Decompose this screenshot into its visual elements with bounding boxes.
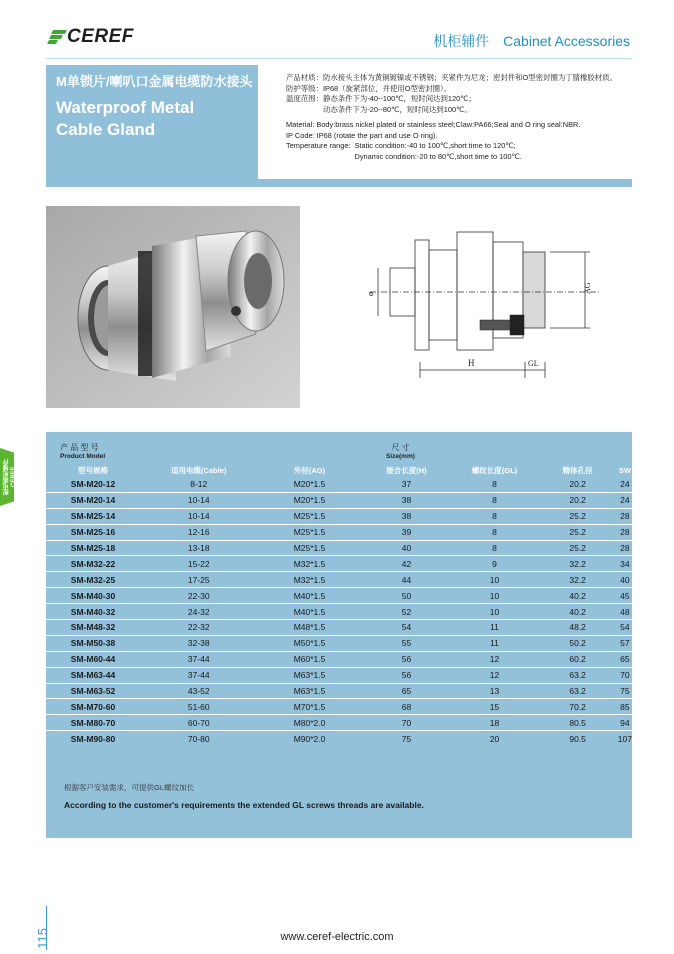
- table-cell: 8: [451, 524, 537, 540]
- table-cell: M70*1.5: [258, 699, 362, 715]
- note-zh: 根据客户安装需求，可提供GL螺纹加长: [64, 783, 195, 792]
- table-cell: 50: [362, 588, 452, 604]
- table-cell: 20.2: [538, 492, 618, 508]
- table-cell: 65: [362, 683, 452, 699]
- desc-text: [355, 141, 522, 162]
- product-title-en-line2: Cable Gland: [56, 120, 156, 139]
- table-cell: 18: [451, 715, 537, 731]
- model-cell: SM-M90-80: [46, 731, 140, 746]
- table-cell: 15: [451, 699, 537, 715]
- table-cell: 43-52: [140, 683, 258, 699]
- model-cell: SM-M63-52: [46, 683, 140, 699]
- section-title-zh: 机柜辅件: [433, 33, 490, 49]
- table-cell: 40.2: [538, 604, 618, 620]
- table-cell: 11: [451, 620, 537, 636]
- group-size: [386, 442, 415, 460]
- table-header-row: [46, 464, 632, 477]
- desc-text: [323, 94, 476, 115]
- table-cell: 75: [362, 731, 452, 746]
- table-cell: 28: [618, 524, 632, 540]
- table-cell: M25*1.5: [258, 508, 362, 524]
- page-number: 115: [35, 928, 50, 949]
- desc-label: 产品材质：: [286, 73, 323, 82]
- table-cell: 20: [451, 731, 537, 746]
- model-cell: SM-M32-22: [46, 556, 140, 572]
- table-cell: 13: [451, 683, 537, 699]
- desc-text: IP68（旋紧部位，并使用O型密封圈）。: [322, 83, 452, 93]
- model-cell: SM-M25-14: [46, 508, 140, 524]
- desc-ip-en: IP Code: IP68 (rotate the part and use O ring).: [286, 130, 438, 140]
- model-cell: SM-M25-18: [46, 540, 140, 556]
- model-cell: SM-M70-60: [46, 699, 140, 715]
- table-cell: 17-25: [140, 572, 258, 588]
- model-cell: SM-M60-44: [46, 651, 140, 667]
- table-cell: 39: [362, 524, 452, 540]
- table-row: [46, 635, 632, 651]
- desc-material-zh: [286, 73, 630, 84]
- col-header: 型号规格: [77, 466, 108, 475]
- table-cell: 25.2: [538, 508, 618, 524]
- table-cell: 10: [451, 572, 537, 588]
- table-cell: 42: [362, 556, 452, 572]
- side-category-text: 配电箱柜辅件 CEREF: [4, 459, 17, 495]
- table-cell: 11: [451, 635, 537, 651]
- table-cell: 90.5: [538, 731, 618, 746]
- spec-table: [46, 464, 632, 746]
- table-cell: 70: [618, 667, 632, 683]
- product-title-zh: M单锁片/喇叭口金属电缆防水接头: [56, 74, 253, 89]
- col-header: 适用电缆(Cable): [171, 466, 227, 475]
- website-url: www.ceref-electric.com: [280, 931, 394, 943]
- table-cell: M40*1.5: [258, 588, 362, 604]
- table-row: [46, 683, 632, 699]
- model-cell: SM-M80-70: [46, 715, 140, 731]
- desc-text: 防水接头主体为黄铜镀镍或不锈钢；夹紧件为尼龙；密封件和O型密封圈为丁腈橡胶材质。: [322, 73, 617, 82]
- table-cell: M20*1.5: [258, 492, 362, 508]
- table-cell: 12: [451, 667, 537, 683]
- col-header: SW: [618, 466, 631, 475]
- desc-temp-static: Static condition:-40 to 100℃,short time to 120℃;: [354, 141, 516, 150]
- group-label-en: Size(mm): [386, 453, 415, 460]
- table-cell: 15-22: [140, 556, 258, 572]
- table-cell: 80.5: [538, 715, 618, 731]
- table-cell: 32.2: [538, 572, 618, 588]
- description-bar: [258, 179, 632, 187]
- table-row: [46, 540, 632, 556]
- label-diameter: ø: [366, 292, 375, 296]
- table-row: [46, 477, 632, 492]
- label-h: H: [468, 358, 475, 368]
- group-label-en: Product Model: [60, 453, 106, 460]
- table-cell: 56: [362, 651, 452, 667]
- table-cell: 45: [618, 588, 632, 604]
- table-cell: 34: [618, 556, 632, 572]
- table-cell: 38: [362, 508, 452, 524]
- table-row: [46, 667, 632, 683]
- model-cell: SM-M20-12: [70, 479, 116, 490]
- model-cell: SM-M63-44: [46, 667, 140, 683]
- model-cell: SM-M50-38: [46, 635, 140, 651]
- col-header: 接合长度(H): [386, 466, 427, 475]
- technical-drawing: [360, 220, 610, 390]
- table-cell: 32.2: [538, 556, 618, 572]
- label-ag: AG: [583, 282, 592, 294]
- logo-mark-icon: [48, 30, 66, 44]
- table-cell: 40: [618, 572, 632, 588]
- table-cell: 44: [362, 572, 452, 588]
- table-cell: M63*1.5: [258, 667, 362, 683]
- table-cell: 9: [451, 556, 537, 572]
- table-cell: 8: [451, 508, 537, 524]
- table-cell: M63*1.5: [258, 683, 362, 699]
- label-gl: GL: [528, 359, 539, 368]
- model-cell: SM-M32-25: [46, 572, 140, 588]
- table-cell: 25.2: [538, 540, 618, 556]
- table-row: [46, 715, 632, 731]
- table-cell: M20*1.5: [293, 479, 326, 490]
- table-row: [46, 508, 632, 524]
- table-cell: 24: [620, 479, 630, 490]
- table-row: [46, 572, 632, 588]
- table-cell: 60.2: [538, 651, 618, 667]
- desc-label: 防护等级：: [286, 83, 323, 93]
- table-cell: 70-80: [140, 731, 258, 746]
- table-cell: 107: [618, 731, 632, 746]
- table-cell: 10: [451, 588, 537, 604]
- table-cell: M25*1.5: [258, 540, 362, 556]
- model-cell: SM-M20-14: [46, 492, 140, 508]
- table-cell: 37-44: [140, 667, 258, 683]
- model-cell: SM-M40-32: [46, 604, 140, 620]
- model-cell: SM-M48-32: [46, 620, 140, 636]
- group-label-zh: 产 品 型 号: [60, 443, 99, 452]
- table-cell: 56: [362, 667, 452, 683]
- table-cell: M32*1.5: [258, 556, 362, 572]
- table-cell: 65: [618, 651, 632, 667]
- table-row: [46, 731, 632, 746]
- table-cell: M48*1.5: [258, 620, 362, 636]
- table-cell: 20.2: [569, 479, 586, 490]
- table-cell: 28: [618, 540, 632, 556]
- description-box: [258, 65, 632, 179]
- brand-name: CEREF: [67, 26, 134, 47]
- table-cell: 22-30: [140, 588, 258, 604]
- table-cell: 32-38: [140, 635, 258, 651]
- desc-material-en: Material: Body:brass nickel plated or stainless steel;Claw:PA66;Seal and O ring seal:NBR.: [286, 120, 581, 129]
- product-photo: [46, 206, 300, 408]
- ceref-logo: [48, 26, 134, 48]
- table-cell: 70.2: [538, 699, 618, 715]
- table-cell: 50.2: [538, 635, 618, 651]
- table-cell: 63.2: [538, 683, 618, 699]
- table-cell: 48: [618, 604, 632, 620]
- note-en: According to the customer's requirements the extended GL screws threads are available.: [64, 800, 424, 810]
- table-cell: 24: [618, 492, 632, 508]
- table-cell: 48.2: [538, 620, 618, 636]
- dimension-drawing: [360, 220, 610, 390]
- table-cell: M32*1.5: [258, 572, 362, 588]
- desc-label: Temperature range:: [286, 141, 351, 150]
- table-cell: 40.2: [538, 588, 618, 604]
- table-row: [46, 492, 632, 508]
- table-cell: 85: [618, 699, 632, 715]
- col-header: 螺纹长度(GL): [471, 466, 518, 475]
- table-cell: 25.2: [538, 524, 618, 540]
- desc-label: 温度范围：: [286, 94, 323, 103]
- description: [286, 73, 630, 162]
- section-title-en: Cabinet Accessories: [503, 33, 630, 49]
- table-cell: 52: [362, 604, 452, 620]
- table-cell: M60*1.5: [258, 651, 362, 667]
- table-cell: 63.2: [538, 667, 618, 683]
- model-cell: SM-M40-30: [46, 588, 140, 604]
- spec-table-box: [46, 432, 632, 838]
- table-cell: 55: [362, 635, 452, 651]
- desc-temp-dynamic: Dynamic condition:-20 to 80℃,short time to 100℃.: [354, 151, 522, 161]
- table-cell: 10-14: [140, 508, 258, 524]
- table-cell: 8: [451, 492, 537, 508]
- table-row: [46, 604, 632, 620]
- table-cell: 60-70: [140, 715, 258, 731]
- table-cell: 24-32: [140, 604, 258, 620]
- table-cell: 37: [401, 479, 412, 490]
- table-cell: 70: [362, 715, 452, 731]
- table-cell: 12-16: [140, 524, 258, 540]
- section-title: [433, 31, 630, 51]
- desc-ip-zh: [286, 84, 630, 95]
- table-row: [46, 699, 632, 715]
- table-cell: 68: [362, 699, 452, 715]
- table-cell: 38: [362, 492, 452, 508]
- table-cell: M80*2.0: [258, 715, 362, 731]
- desc-temp-en: [286, 141, 630, 162]
- product-title-en: [56, 97, 194, 141]
- table-cell: 57: [618, 635, 632, 651]
- table-row: [46, 524, 632, 540]
- table-cell: 8: [492, 479, 497, 490]
- table-cell: 75: [618, 683, 632, 699]
- table-cell: 54: [362, 620, 452, 636]
- desc-temp-zh: [286, 94, 630, 115]
- group-product-model: [60, 442, 105, 460]
- cable-gland-photo: [46, 206, 300, 408]
- table-cell: 8-12: [190, 479, 208, 490]
- product-title-box: [46, 65, 258, 187]
- desc-temp-static: 静态条件下为-40--100℃，短时间达到120℃；: [322, 94, 476, 103]
- table-row: [46, 556, 632, 572]
- table-row: [46, 620, 632, 636]
- desc-temp-dynamic: 动态条件下为-20--80℃，短时间达到100℃。: [322, 104, 472, 114]
- table-cell: 94: [618, 715, 632, 731]
- table-row: [46, 651, 632, 667]
- table-cell: 22-32: [140, 620, 258, 636]
- table-cell: 51-60: [140, 699, 258, 715]
- table-cell: 8: [451, 540, 537, 556]
- table-row: [46, 588, 632, 604]
- table-cell: 40: [362, 540, 452, 556]
- table-cell: 12: [451, 651, 537, 667]
- table-cell: 10-14: [140, 492, 258, 508]
- table-cell: 28: [618, 508, 632, 524]
- table-cell: 37-44: [140, 651, 258, 667]
- header-divider: [46, 58, 632, 59]
- table-cell: 13-18: [140, 540, 258, 556]
- model-cell: SM-M25-16: [46, 524, 140, 540]
- table-cell: 10: [451, 604, 537, 620]
- group-label-zh: 尺 寸: [391, 443, 410, 452]
- product-title-en-line1: Waterproof Metal: [56, 98, 195, 117]
- table-cell: M50*1.5: [258, 635, 362, 651]
- table-cell: M25*1.5: [258, 524, 362, 540]
- table-cell: 54: [618, 620, 632, 636]
- table-cell: M90*2.0: [258, 731, 362, 746]
- col-header: 精体孔径: [562, 466, 593, 475]
- table-cell: M40*1.5: [258, 604, 362, 620]
- col-header: 外径(AG): [293, 466, 326, 475]
